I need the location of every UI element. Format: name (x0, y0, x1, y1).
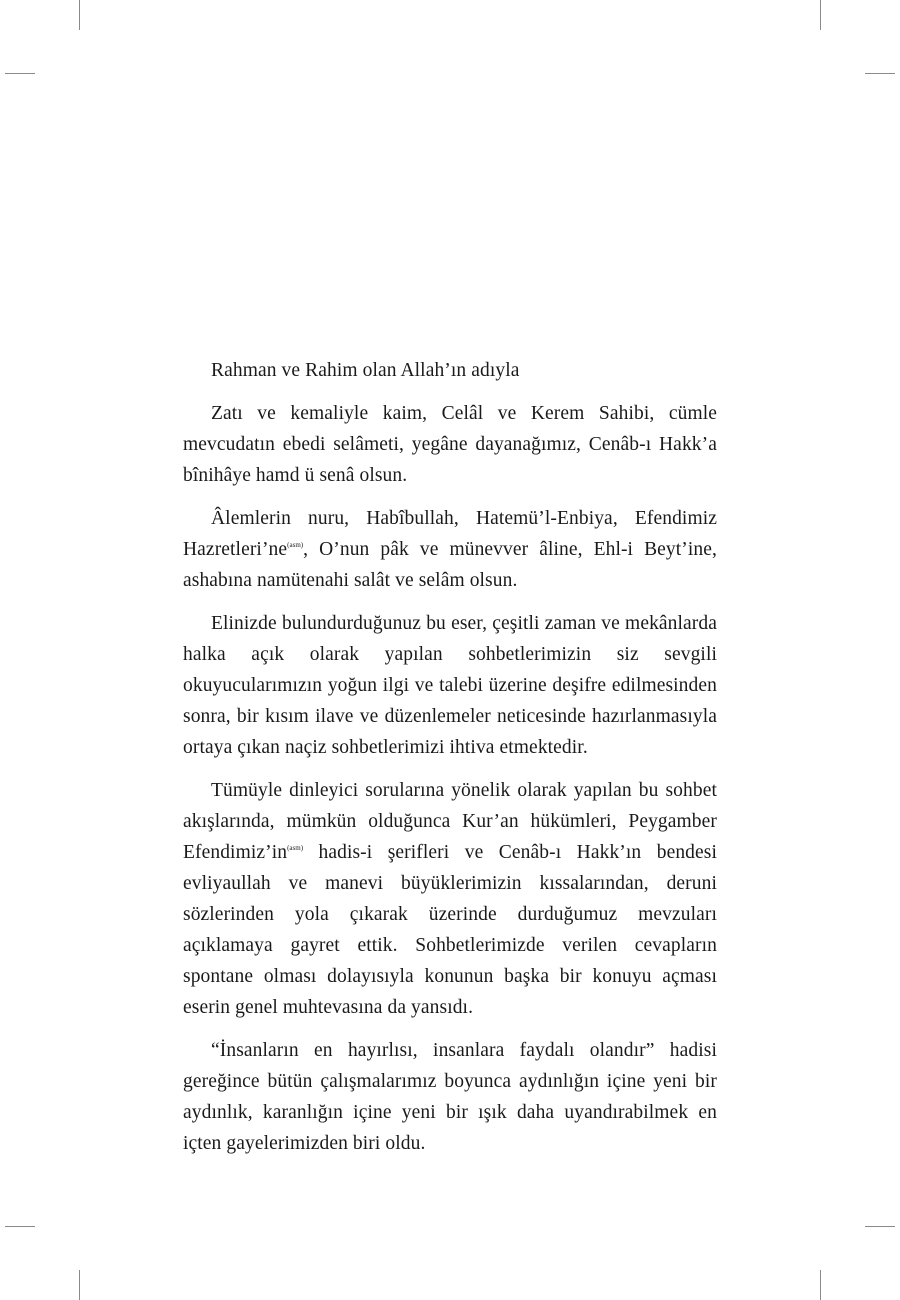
paragraph-text: Elinizde bulundurduğunuz bu eser, çeşitli zaman ve mekânlarda halka açık olarak yapılan sohbetlerimizin siz sevgili okuyucularımızın yoğun ilgi ve talebi üzerine deşifre edilmesinden sonra, bir kısım ilave ve düzenlemeler neticesinde hazırlanmasıyla ortaya çıkan naçiz sohbetlerimizi ihtiva etmektedir. (183, 613, 717, 758)
paragraph-text: hadis-i şerifleri ve Cenâb-ı Hakk’ın bendesi evliyaullah ve manevi büyüklerimizin kıssalarından, deruni sözlerinden yola çıkarak üzerinde durduğumuz mevzuları açıklamaya gayret ettik. Sohbetlerimizde verilen cevapların spontane olması dolayısıyla konunun başka bir konuyu açması eserin genel muhtevasına da yansıdı. (183, 842, 717, 1018)
paragraph-text: , O’nun pâk ve münevver âline, Ehl-i Beyt’ine, ashabına namütenahi salât ve selâm olsun. (183, 539, 717, 591)
paragraph (183, 355, 717, 386)
crop-mark-bottom-left-horizontal (5, 1226, 35, 1227)
crop-mark-top-right-horizontal (865, 73, 895, 74)
crop-mark-bottom-left-vertical (79, 1270, 80, 1300)
paragraph-text: “İnsanların en hayırlısı, insanlara faydalı olandır” hadisi gereğince bütün çalışmalarımız boyunca aydınlığın içine yeni bir aydınlık, karanlığın içine yeni bir ışık daha uyandırabilmek en içten gayelerimizden biri oldu. (183, 1040, 717, 1154)
crop-mark-top-left-vertical (79, 0, 80, 30)
paragraph-text: Tümüyle dinleyici sorularına yönelik olarak yapılan bu sohbet akışlarında, mümkün olduğunca Kur’an hükümleri, Peygamber Efendimiz’in (183, 780, 717, 863)
paragraph (183, 503, 717, 596)
crop-mark-bottom-right-vertical (820, 1270, 821, 1300)
crop-mark-bottom-right-horizontal (865, 1226, 895, 1227)
paragraph-text: Âlemlerin nuru, Habîbullah, Hatemü’l-Enbiya, Efendimiz Hazretleri’ne (183, 508, 717, 560)
honorific-abbreviation: (asm) (287, 844, 304, 852)
crop-mark-top-right-vertical (820, 0, 821, 30)
honorific-abbreviation: (asm) (287, 541, 304, 549)
crop-mark-top-left-horizontal (5, 73, 35, 74)
page-body-text (183, 355, 717, 1171)
paragraph (183, 608, 717, 763)
paragraph (183, 1035, 717, 1159)
paragraph-text: Zatı ve kemaliyle kaim, Celâl ve Kerem Sahibi, cümle mevcudatın ebedi selâmeti, yegâne dayanağımız, Cenâb-ı Hakk’a bînihâye hamd ü senâ olsun. (183, 403, 717, 486)
paragraph-text: Rahman ve Rahim olan Allah’ın adıyla (211, 360, 520, 381)
paragraph (183, 775, 717, 1023)
paragraph (183, 398, 717, 491)
